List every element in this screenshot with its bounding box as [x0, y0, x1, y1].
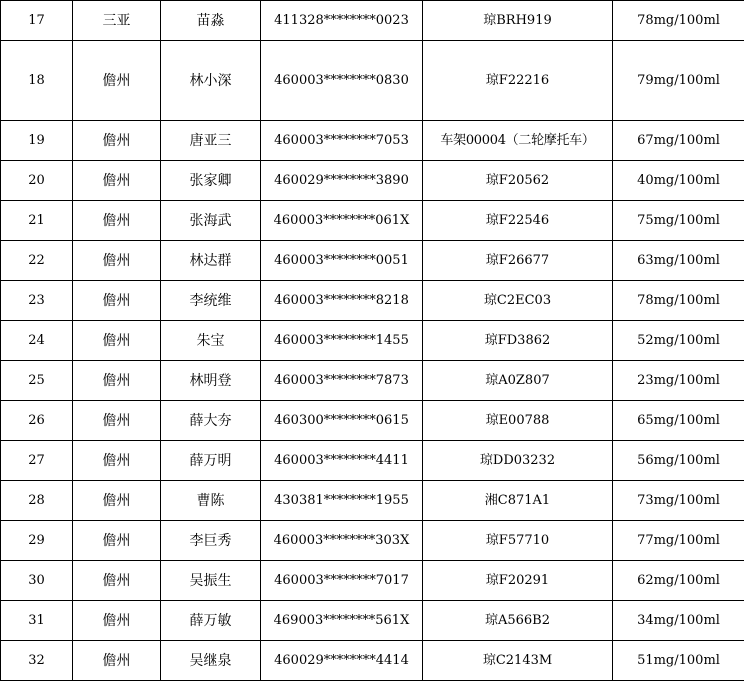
cell-alcohol-level: 56mg/100ml	[613, 441, 744, 481]
cell-plate: 琼BRH919	[423, 1, 613, 41]
cell-id-number: 460003********7873	[261, 361, 423, 401]
cell-id-number: 460029********3890	[261, 161, 423, 201]
cell-name: 吴振生	[161, 561, 261, 601]
cell-plate: 湘C871A1	[423, 481, 613, 521]
cell-alcohol-level: 62mg/100ml	[613, 561, 744, 601]
cell-name: 张家卿	[161, 161, 261, 201]
cell-alcohol-level: 34mg/100ml	[613, 601, 744, 641]
table-row	[1, 281, 744, 321]
cell-id-number: 460003********0051	[261, 241, 423, 281]
cell-city: 儋州	[73, 41, 161, 121]
cell-plate: 琼A566B2	[423, 601, 613, 641]
cell-name: 薛万敏	[161, 601, 261, 641]
cell-plate: 车架00004（二轮摩托车）	[423, 121, 613, 161]
cell-plate: 琼C2EC03	[423, 281, 613, 321]
cell-alcohol-level: 78mg/100ml	[613, 1, 744, 41]
table-row	[1, 1, 744, 41]
cell-city: 儋州	[73, 161, 161, 201]
cell-number: 29	[1, 521, 73, 561]
table-row	[1, 601, 744, 641]
cell-city: 儋州	[73, 481, 161, 521]
cell-id-number: 460003********7053	[261, 121, 423, 161]
table-row	[1, 241, 744, 281]
cell-name: 李巨秀	[161, 521, 261, 561]
cell-name: 曹陈	[161, 481, 261, 521]
cell-id-number: 430381********1955	[261, 481, 423, 521]
table-row	[1, 561, 744, 601]
cell-number: 24	[1, 321, 73, 361]
cell-number: 20	[1, 161, 73, 201]
cell-name: 林明登	[161, 361, 261, 401]
cell-plate: 琼A0Z807	[423, 361, 613, 401]
cell-id-number: 460003********8218	[261, 281, 423, 321]
cell-id-number: 460003********7017	[261, 561, 423, 601]
cell-city: 儋州	[73, 361, 161, 401]
cell-plate: 琼FD3862	[423, 321, 613, 361]
cell-alcohol-level: 23mg/100ml	[613, 361, 744, 401]
cell-name: 薛万明	[161, 441, 261, 481]
cell-city: 儋州	[73, 441, 161, 481]
cell-number: 30	[1, 561, 73, 601]
cell-number: 26	[1, 401, 73, 441]
cell-city: 儋州	[73, 641, 161, 681]
cell-alcohol-level: 73mg/100ml	[613, 481, 744, 521]
cell-alcohol-level: 67mg/100ml	[613, 121, 744, 161]
cell-number: 19	[1, 121, 73, 161]
cell-id-number: 460003********4411	[261, 441, 423, 481]
cell-number: 22	[1, 241, 73, 281]
cell-alcohol-level: 75mg/100ml	[613, 201, 744, 241]
records-table-body	[1, 1, 744, 681]
cell-plate: 琼DD03232	[423, 441, 613, 481]
table-row	[1, 641, 744, 681]
cell-id-number: 460300********0615	[261, 401, 423, 441]
cell-id-number: 460003********061X	[261, 201, 423, 241]
cell-number: 23	[1, 281, 73, 321]
cell-name: 苗淼	[161, 1, 261, 41]
cell-alcohol-level: 77mg/100ml	[613, 521, 744, 561]
cell-name: 张海武	[161, 201, 261, 241]
cell-city: 儋州	[73, 401, 161, 441]
cell-plate: 琼F22216	[423, 41, 613, 121]
cell-city: 儋州	[73, 561, 161, 601]
cell-number: 17	[1, 1, 73, 41]
table-row	[1, 321, 744, 361]
cell-id-number: 460029********4414	[261, 641, 423, 681]
cell-id-number: 469003********561X	[261, 601, 423, 641]
table-row	[1, 361, 744, 401]
cell-name: 朱宝	[161, 321, 261, 361]
cell-alcohol-level: 63mg/100ml	[613, 241, 744, 281]
cell-alcohol-level: 40mg/100ml	[613, 161, 744, 201]
cell-plate: 琼F22546	[423, 201, 613, 241]
cell-alcohol-level: 52mg/100ml	[613, 321, 744, 361]
cell-name: 吴继泉	[161, 641, 261, 681]
cell-alcohol-level: 79mg/100ml	[613, 41, 744, 121]
cell-number: 21	[1, 201, 73, 241]
cell-city: 儋州	[73, 201, 161, 241]
table-row	[1, 401, 744, 441]
table-row	[1, 441, 744, 481]
cell-id-number: 460003********303X	[261, 521, 423, 561]
cell-city: 儋州	[73, 521, 161, 561]
cell-city: 儋州	[73, 281, 161, 321]
cell-id-number: 460003********0830	[261, 41, 423, 121]
cell-city: 儋州	[73, 601, 161, 641]
cell-plate: 琼F26677	[423, 241, 613, 281]
cell-number: 28	[1, 481, 73, 521]
cell-alcohol-level: 78mg/100ml	[613, 281, 744, 321]
cell-plate: 琼E00788	[423, 401, 613, 441]
table-row	[1, 521, 744, 561]
table-row	[1, 121, 744, 161]
cell-city: 儋州	[73, 121, 161, 161]
cell-number: 31	[1, 601, 73, 641]
cell-number: 18	[1, 41, 73, 121]
cell-name: 林小深	[161, 41, 261, 121]
cell-id-number: 460003********1455	[261, 321, 423, 361]
cell-city: 儋州	[73, 321, 161, 361]
cell-city: 儋州	[73, 241, 161, 281]
table-row	[1, 41, 744, 121]
cell-number: 27	[1, 441, 73, 481]
table-row	[1, 481, 744, 521]
table-row	[1, 201, 744, 241]
cell-name: 李统维	[161, 281, 261, 321]
cell-name: 薛大夯	[161, 401, 261, 441]
cell-name: 唐亚三	[161, 121, 261, 161]
cell-alcohol-level: 65mg/100ml	[613, 401, 744, 441]
cell-number: 32	[1, 641, 73, 681]
cell-plate: 琼F57710	[423, 521, 613, 561]
cell-city: 三亚	[73, 1, 161, 41]
cell-alcohol-level: 51mg/100ml	[613, 641, 744, 681]
cell-plate: 琼F20562	[423, 161, 613, 201]
cell-number: 25	[1, 361, 73, 401]
cell-id-number: 411328********0023	[261, 1, 423, 41]
cell-plate: 琼F20291	[423, 561, 613, 601]
cell-name: 林达群	[161, 241, 261, 281]
table-row	[1, 161, 744, 201]
cell-plate: 琼C2143M	[423, 641, 613, 681]
